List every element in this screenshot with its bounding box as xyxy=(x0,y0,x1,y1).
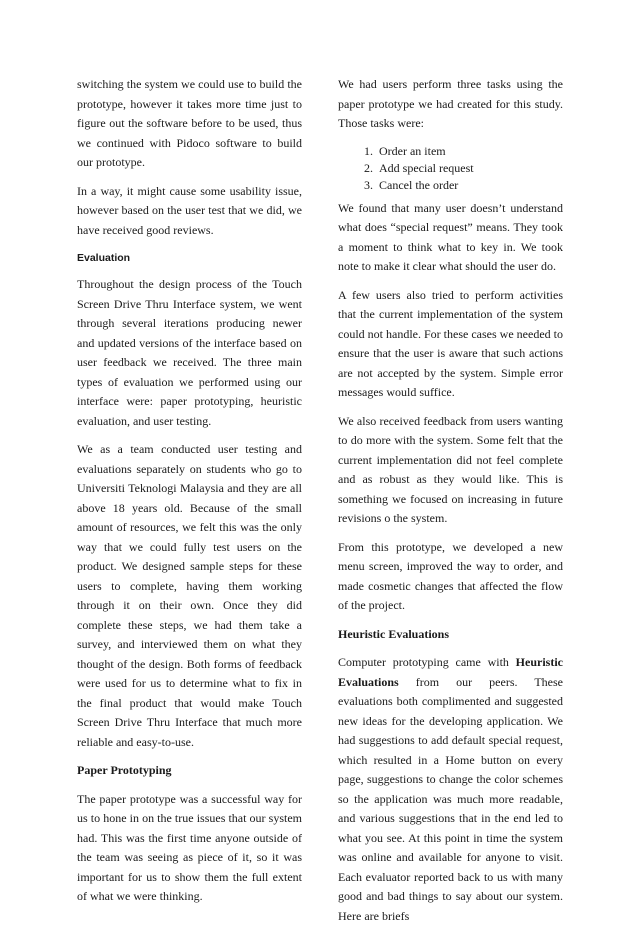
paragraph: We found that many user doesn’t understand what does “special request” means. They took a moment to think what to key in. We took note to make it clear what should the user do. xyxy=(338,200,563,273)
paragraph: We as a team conducted user testing and evaluations separately on students who go to Universiti Teknologi Malaysia and they are all above 18 years old. Because of the small amount of resources, we felt this was the only way that we could fully test users on the product. We designed sample steps for these users to complete, having them working through it on their own. Once they did complete these steps, we had them take a survey, and interviewed them on what they thought of the design. Both forms of feedback were used for us to determine what to fix in the final product that would make Touch Screen Drive Thru Interface that much more reliable and easy-to-use. xyxy=(77,442,302,749)
task-item: 3. Cancel the order xyxy=(376,177,563,194)
paragraph xyxy=(338,653,563,926)
paragraph: A few users also tried to perform activities that the current implementation of the system could not handle. For these cases we needed to ensure that the user is aware that such actions are not accepted by the system. Simple error messages would suffice. xyxy=(338,287,563,399)
task-item: 1. Order an item xyxy=(376,143,563,160)
paragraph: We had users perform three tasks using the paper prototype we had created for this study. Those tasks were: xyxy=(338,77,563,130)
section-heading-paper-prototyping: Paper Prototyping xyxy=(77,763,172,777)
paragraph: Throughout the design process of the Touch Screen Drive Thru Interface system, we went through several iterations producing newer and updated versions of the interface based on user feedback we received. The three main types of evaluation we performed using our interface were: paper prototyping, heuristic evaluation, and user testing. xyxy=(77,277,302,428)
right-column xyxy=(338,75,563,935)
paragraph: From this prototype, we developed a new menu screen, improved the way to order, and made cosmetic changes that affected the flow of the project. xyxy=(338,539,563,612)
bold-term: Heuristic Evaluations xyxy=(338,655,563,689)
task-list xyxy=(338,143,563,194)
paragraph: The paper prototype was a successful way for us to hone in on the true issues that our system had. This was the first time anyone outside of the team was seeing as piece of it, so it was important for us to show them the full extent of what we were thinking. xyxy=(77,791,302,903)
paragraph: switching the system we could use to build the prototype, however it takes more time just to figure out the software before to be used, thus we continued with Pidoco software to build our prototype. xyxy=(77,77,302,169)
task-item: 2. Add special request xyxy=(376,160,563,177)
text-run: Computer prototyping came with xyxy=(338,655,516,669)
section-heading-heuristic-evaluations: Heuristic Evaluations xyxy=(338,626,450,641)
paragraph: In a way, it might cause some usability issue, however based on the user test that we did, we have received good reviews. xyxy=(77,183,302,237)
section-heading-evaluation: Evaluation xyxy=(77,252,131,264)
left-column xyxy=(77,75,302,916)
text-run: from our peers. These evaluations both complimented and suggested new ideas for the developing application. We had suggestions to add default special request, which resulted in a Home button on every page, suggestions to change the color schemes so the application was much more readable, and various suggestions that in the end led to what you see. At this point in time the system was online and available for anyone to visit. Each evaluator reported back to us with many good and bad things to say about our system. Here are briefs xyxy=(338,674,563,923)
paragraph: We also received feedback from users wanting to do more with the system. Some felt that the current implementation did not feel complete and as robust as they would like. This is something we focused on increasing in future revisions o the system. xyxy=(338,413,563,525)
